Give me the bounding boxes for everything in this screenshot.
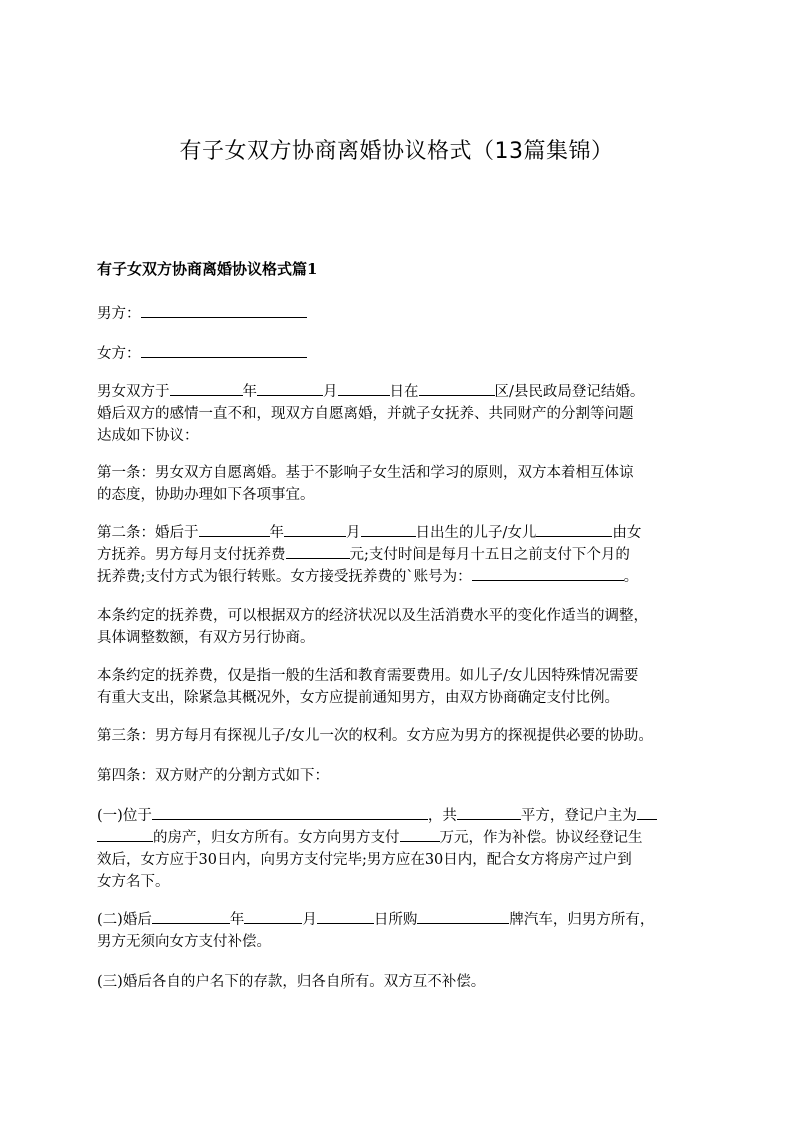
- property-item-3: [97, 971, 703, 993]
- item-2-text: 日所购: [373, 912, 418, 928]
- article-1-line-1: 第一条：男女双方自愿离婚。基于不影响子女生活和学习的原则，双方本着相互体谅: [97, 465, 634, 481]
- item-2-text: 年: [229, 912, 245, 928]
- car-day-blank: [317, 909, 374, 924]
- article-2: [97, 522, 703, 588]
- article-2-text: 年: [269, 525, 284, 541]
- property-item-2: [97, 909, 703, 953]
- birth-day-blank: [361, 522, 416, 537]
- adjustment-paragraph: [97, 605, 703, 649]
- section-heading: 有子女双方协商离婚协议格式篇1: [97, 260, 318, 278]
- birth-year-blank: [199, 522, 270, 537]
- car-brand-blank: [417, 909, 509, 924]
- adjustment-line-1: 本条约定的抚养费，可以根据双方的经济状况以及生活消费水平的变化作适当的调整，: [97, 608, 648, 624]
- article-3-text: 第三条：男方每月有探视儿子/女儿一次的权利。女方应为男方的探视提供必要的协助。: [97, 728, 653, 744]
- wife-label: 女方：: [97, 346, 141, 362]
- compensation-blank: [400, 827, 440, 842]
- intro-line-3: 达成如下协议：: [97, 428, 199, 444]
- intro-line-2: 婚后双方的感情一直不和，现双方自愿离婚，并就子女抚养、共同财产的分割等问题: [97, 406, 634, 422]
- intro-text: 男女双方于: [97, 384, 170, 400]
- article-4: [97, 765, 703, 787]
- owner-blank: [637, 805, 657, 820]
- general-line-2: 有重大支出，除紧急其概况外，女方应提前通知男方，由双方协商确定支付比例。: [97, 690, 619, 706]
- intro-text: 日在: [389, 384, 419, 400]
- owner-blank-cont: [97, 827, 153, 842]
- district-blank: [419, 381, 495, 396]
- item-2-text: 牌汽车，归男方所有，: [509, 912, 655, 928]
- item-1-text: ，共: [427, 808, 457, 824]
- support-amount-blank: [286, 544, 350, 559]
- child-name-blank: [536, 522, 612, 537]
- intro-text: 区/县民政局登记结婚。: [494, 384, 645, 400]
- article-4-text: 第四条：双方财产的分割方式如下：: [97, 768, 329, 784]
- wife-line: [97, 343, 703, 365]
- item-2-line-2: 男方无须向女方支付补偿。: [97, 934, 271, 950]
- intro-text: 月: [323, 384, 338, 400]
- husband-line: [97, 303, 703, 325]
- article-2-text: 月: [346, 525, 361, 541]
- item-2-text: (二)婚后: [97, 912, 152, 928]
- area-blank: [457, 805, 521, 820]
- husband-label: 男方：: [97, 306, 141, 322]
- birth-month-blank: [284, 522, 346, 537]
- wife-name-blank: [141, 343, 307, 358]
- marriage-year-blank: [170, 381, 243, 396]
- article-1: [97, 462, 703, 506]
- article-2-text: 元;支付时间是每月十五日之前支付下个月的: [349, 547, 630, 563]
- general-line-1: 本条约定的抚养费，仅是指一般的生活和教育需要费用。如儿子/女儿因特殊情况需要: [97, 668, 639, 684]
- article-1-line-2: 的态度，协助办理如下各项事宜。: [97, 487, 315, 503]
- article-2-text: 由女: [612, 525, 642, 541]
- marriage-day-blank: [338, 381, 390, 396]
- item-1-text: (一)位于: [97, 808, 152, 824]
- item-1-text: 平方，登记户主为: [520, 808, 637, 824]
- article-2-text: 日出生的儿子/女儿: [415, 525, 537, 541]
- property-item-1: [97, 805, 703, 893]
- adjustment-line-2: 具体调整数额，有双方另行协商。: [97, 630, 315, 646]
- account-number-blank: [472, 566, 624, 581]
- article-2-text: 抚养费;支付方式为银行转账。女方接受抚养费的`账号为：: [97, 569, 472, 585]
- marriage-month-blank: [257, 381, 323, 396]
- husband-name-blank: [141, 303, 307, 318]
- item-2-text: 月: [302, 912, 317, 928]
- item-3-text: (三)婚后各自的户名下的存款，归各自所有。双方互不补偿。: [97, 974, 486, 990]
- article-2-text: 。: [623, 569, 639, 585]
- car-year-blank: [152, 909, 230, 924]
- article-2-text: 第二条：婚后于: [97, 525, 199, 541]
- article-3: [97, 725, 717, 747]
- item-1-text: 万元，作为补偿。协议经登记生: [439, 830, 643, 846]
- article-2-text: 方抚养。男方每月支付抚养费: [97, 547, 286, 563]
- property-location-blank: [152, 805, 428, 820]
- document-title: 有子女双方协商离婚协议格式（13篇集锦）: [179, 139, 614, 164]
- item-1-line-4: 女方名下。: [97, 874, 170, 890]
- car-month-blank: [244, 909, 302, 924]
- general-expense-paragraph: [97, 665, 703, 709]
- intro-text: 年: [242, 384, 257, 400]
- intro-paragraph: [97, 381, 703, 447]
- item-1-text: 的房产，归女方所有。女方向男方支付: [153, 830, 400, 846]
- item-1-line-3: 效后，女方应于30日内，向男方支付完毕;男方应在30日内，配合女方将房产过户到: [97, 852, 632, 868]
